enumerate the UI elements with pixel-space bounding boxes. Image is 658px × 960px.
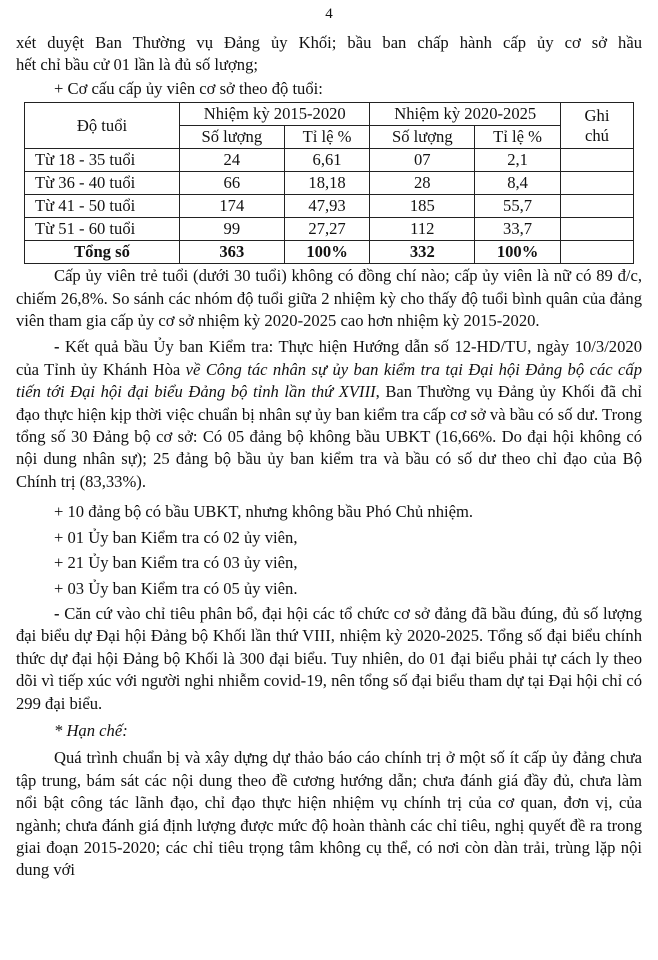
header-note (561, 103, 634, 149)
table-total-row (25, 241, 634, 264)
total-percent-1: 100% (284, 241, 370, 264)
sub-percent-2: Tỉ lệ % (475, 126, 561, 149)
cell-count: 112 (370, 218, 475, 241)
header-note-line-2: chú (585, 125, 609, 145)
cell-count: 66 (180, 172, 285, 195)
bullet-dash: - (54, 337, 66, 357)
header-term-2015-2020: Nhiệm kỳ 2015-2020 (180, 103, 370, 126)
table-row (25, 195, 634, 218)
cell-percent: 2,1 (475, 149, 561, 172)
limitations-heading: * Hạn chế: (54, 720, 128, 740)
page-number: 4 (325, 6, 333, 22)
table-title: + Cơ cấu cấp ủy viên cơ sở theo độ tuổi: (54, 78, 323, 98)
list-item: + 01 Ủy ban Kiểm tra có 02 ủy viên, (54, 527, 298, 547)
header-age: Độ tuổi (25, 103, 180, 149)
paragraph-ubkt (16, 336, 642, 493)
total-label: Tổng số (25, 241, 180, 264)
cell-age: Từ 36 - 40 tuổi (25, 172, 180, 195)
list-item: + 10 đảng bộ có bầu UBKT, nhưng không bầu Phó Chủ nhiệm. (54, 502, 474, 522)
document-page (16, 0, 642, 882)
intro-line-2: hết chỉ bầu cử 01 lần là đủ số lượng; (16, 55, 258, 75)
total-percent-2: 100% (475, 241, 561, 264)
paragraph-age-summary: Cấp ủy viên trẻ tuổi (dưới 30 tuổi) không có đồng chí nào; cấp ủy viên là nữ có 89 đ/c, chiếm 26,8%. So sánh các nhóm độ tuổi giữa 2 nhiệm kỳ cho thấy độ tuổi bình quân của đảng viên tham gia cấp ủy cơ sở nhiệm kỳ 2020-2025 cao hơn nhiệm kỳ 2015-2020. (16, 266, 642, 331)
paragraph-delegates (16, 603, 642, 715)
cell-percent: 33,7 (475, 218, 561, 241)
cell-note (561, 218, 634, 241)
total-note (561, 241, 634, 264)
cell-percent: 8,4 (475, 172, 561, 195)
table-row (25, 149, 634, 172)
cell-note (561, 149, 634, 172)
paragraph-limitations: Quá trình chuẩn bị và xây dựng dự thảo báo cáo chính trị ở một số ít cấp ủy đảng chưa tập trung, bám sát các nội dung theo đề cương hướng dẫn; chưa đánh giá đầy đủ, chưa làm nổi bật công tác lãnh đạo, chỉ đạo thực hiện nhiệm vụ chính trị của cơ quan, đơn vị, của ngành; chưa đánh giá định lượng được mức độ hoàn thành các chỉ tiêu, nghị quyết đề ra trong giai đoạn 2015-2020; các chỉ tiêu trọng tâm không cụ thể, có nơi còn dàn trải, trùng lặp nội dung với (16, 748, 642, 880)
cell-age: Từ 51 - 60 tuổi (25, 218, 180, 241)
cell-percent: 18,18 (284, 172, 370, 195)
ubkt-italic-text: về Công tác nhân sự ủy ban kiểm tra tại Đại hội Đảng bộ các cấp tiến tới Đại hội đại biểu Đảng bộ tỉnh lần thứ XVIII (16, 359, 642, 402)
cell-note (561, 195, 634, 218)
cell-count: 07 (370, 149, 475, 172)
cell-count: 185 (370, 195, 475, 218)
cell-count: 28 (370, 172, 475, 195)
cell-age: Từ 41 - 50 tuổi (25, 195, 180, 218)
bullet-dash: - (54, 603, 65, 623)
sub-count-2: Số lượng (370, 126, 475, 149)
cell-percent: 55,7 (475, 195, 561, 218)
list-item: + 03 Ủy ban Kiểm tra có 05 ủy viên. (54, 578, 298, 598)
table-row (25, 218, 634, 241)
header-term-2020-2025: Nhiệm kỳ 2020-2025 (370, 103, 561, 126)
ubkt-text-1: Kết quả bầu Ủy ban Kiểm tra: Thực hiện Hướng dẫn số 12-HD/TU, ngày 10/3/2020 của Tỉnh ủy Khánh Hòa (16, 337, 642, 379)
delegates-text: Căn cứ vào chỉ tiêu phân bổ, đại hội các tổ chức cơ sở đảng đã bầu đúng, đủ số lượng đại biểu dự Đại hội Đảng bộ Khối lần thứ VIII, nhiệm kỳ 2020-2025. Tổng số đại biểu chính thức dự đại hội Đảng bộ Khối là 300 đại biểu. Tuy nhiên, do 01 đại biểu phải tự cách ly theo dõi vì tiếp xúc với người nghi nhiễm covid-19, nên tổng số đại biểu tham dự tại Đại hội chỉ có 299 đại biểu. (16, 603, 642, 713)
sub-percent-1: Tỉ lệ % (284, 126, 370, 149)
sub-count-1: Số lượng (180, 126, 285, 149)
table-row (25, 172, 634, 195)
total-count-2: 332 (370, 241, 475, 264)
cell-percent: 6,61 (284, 149, 370, 172)
cell-count: 99 (180, 218, 285, 241)
cell-count: 174 (180, 195, 285, 218)
cell-note (561, 172, 634, 195)
list-item: + 21 Ủy ban Kiểm tra có 03 ủy viên, (54, 553, 298, 573)
cell-percent: 27,27 (284, 218, 370, 241)
ubkt-text-2: , Ban Thường vụ Đảng ủy Khối đã chỉ đạo thực hiện kịp thời việc chuẩn bị nhân sự ủy ban kiểm tra cấp cơ sở và bầu có số dư. Trong tổng số 30 Đảng bộ cơ sở: Có 05 đảng bộ không bầu UBKT (16,66%. Do đại hội không có nội dung nhân sự); 25 đảng bộ bầu ủy ban kiểm tra và bầu có số dư theo chỉ đạo của Bộ Chính trị (83,33%). (16, 382, 642, 491)
total-count-1: 363 (180, 241, 285, 264)
header-note-line-1: Ghi (584, 105, 610, 125)
cell-percent: 47,93 (284, 195, 370, 218)
cell-count: 24 (180, 149, 285, 172)
cell-age: Từ 18 - 35 tuổi (25, 149, 180, 172)
age-structure-table (24, 102, 634, 264)
intro-line-1: xét duyệt Ban Thường vụ Đảng ủy Khối; bầu ban chấp hành cấp ủy cơ sở hầu (16, 33, 642, 52)
